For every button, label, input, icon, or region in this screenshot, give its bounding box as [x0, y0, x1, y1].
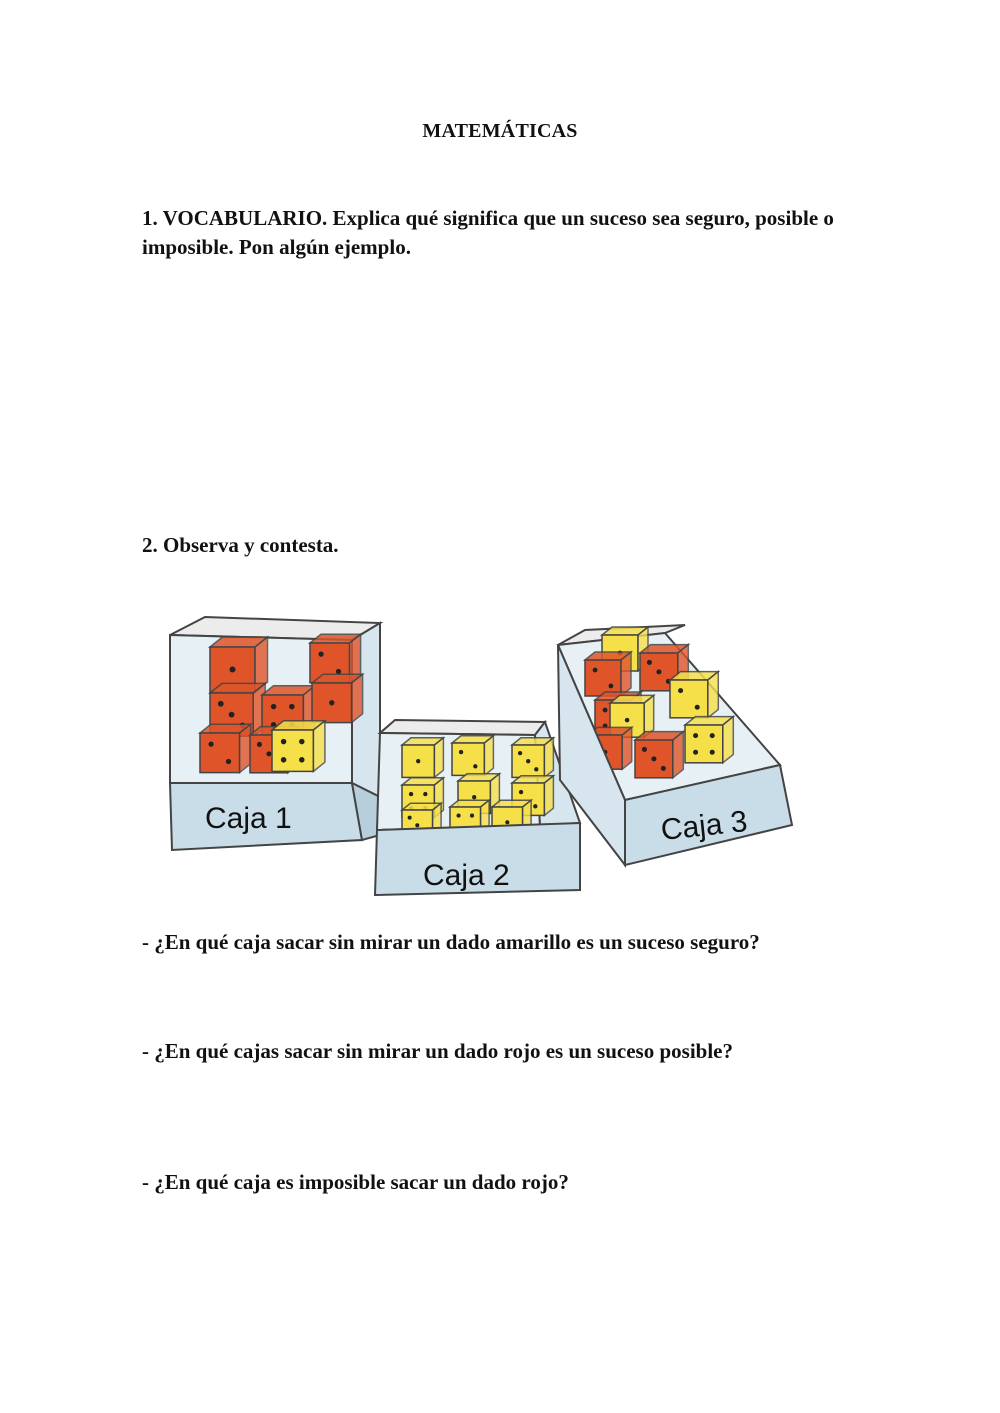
- question-2-heading: 2. Observa y contesta.: [142, 533, 339, 557]
- yellow-die: [685, 717, 733, 763]
- red-die: [200, 724, 251, 772]
- box-2-label: Caja 2: [423, 859, 510, 892]
- sub-question-2: - ¿En qué cajas sacar sin mirar un dado rojo es un suceso posible?: [142, 1039, 733, 1063]
- red-die: [585, 652, 631, 696]
- red-die: [312, 674, 363, 722]
- page-title: MATEMÁTICAS: [422, 120, 578, 142]
- box-3: [558, 625, 792, 865]
- sub-question-1: - ¿En qué caja sacar sin mirar un dado amarillo es un suceso seguro?: [142, 930, 760, 954]
- question-1-vocabulary: 1. VOCABULARIO. Explica qué significa que un suceso sea seguro, posible o imposible. Pon algún ejemplo.: [142, 206, 834, 259]
- box-1: [170, 617, 380, 850]
- yellow-die: [272, 721, 325, 772]
- yellow-die: [452, 736, 493, 776]
- box-2: [375, 720, 580, 895]
- red-die: [635, 732, 683, 778]
- box-1-label: Caja 1: [205, 802, 292, 835]
- sub-question-3: - ¿En qué caja es imposible sacar un dado rojo?: [142, 1170, 569, 1194]
- box-3-label: Caja 3: [659, 805, 749, 847]
- dice-boxes-illustration: [140, 585, 800, 910]
- yellow-die: [512, 738, 553, 778]
- yellow-die: [670, 672, 718, 718]
- yellow-die: [402, 738, 443, 778]
